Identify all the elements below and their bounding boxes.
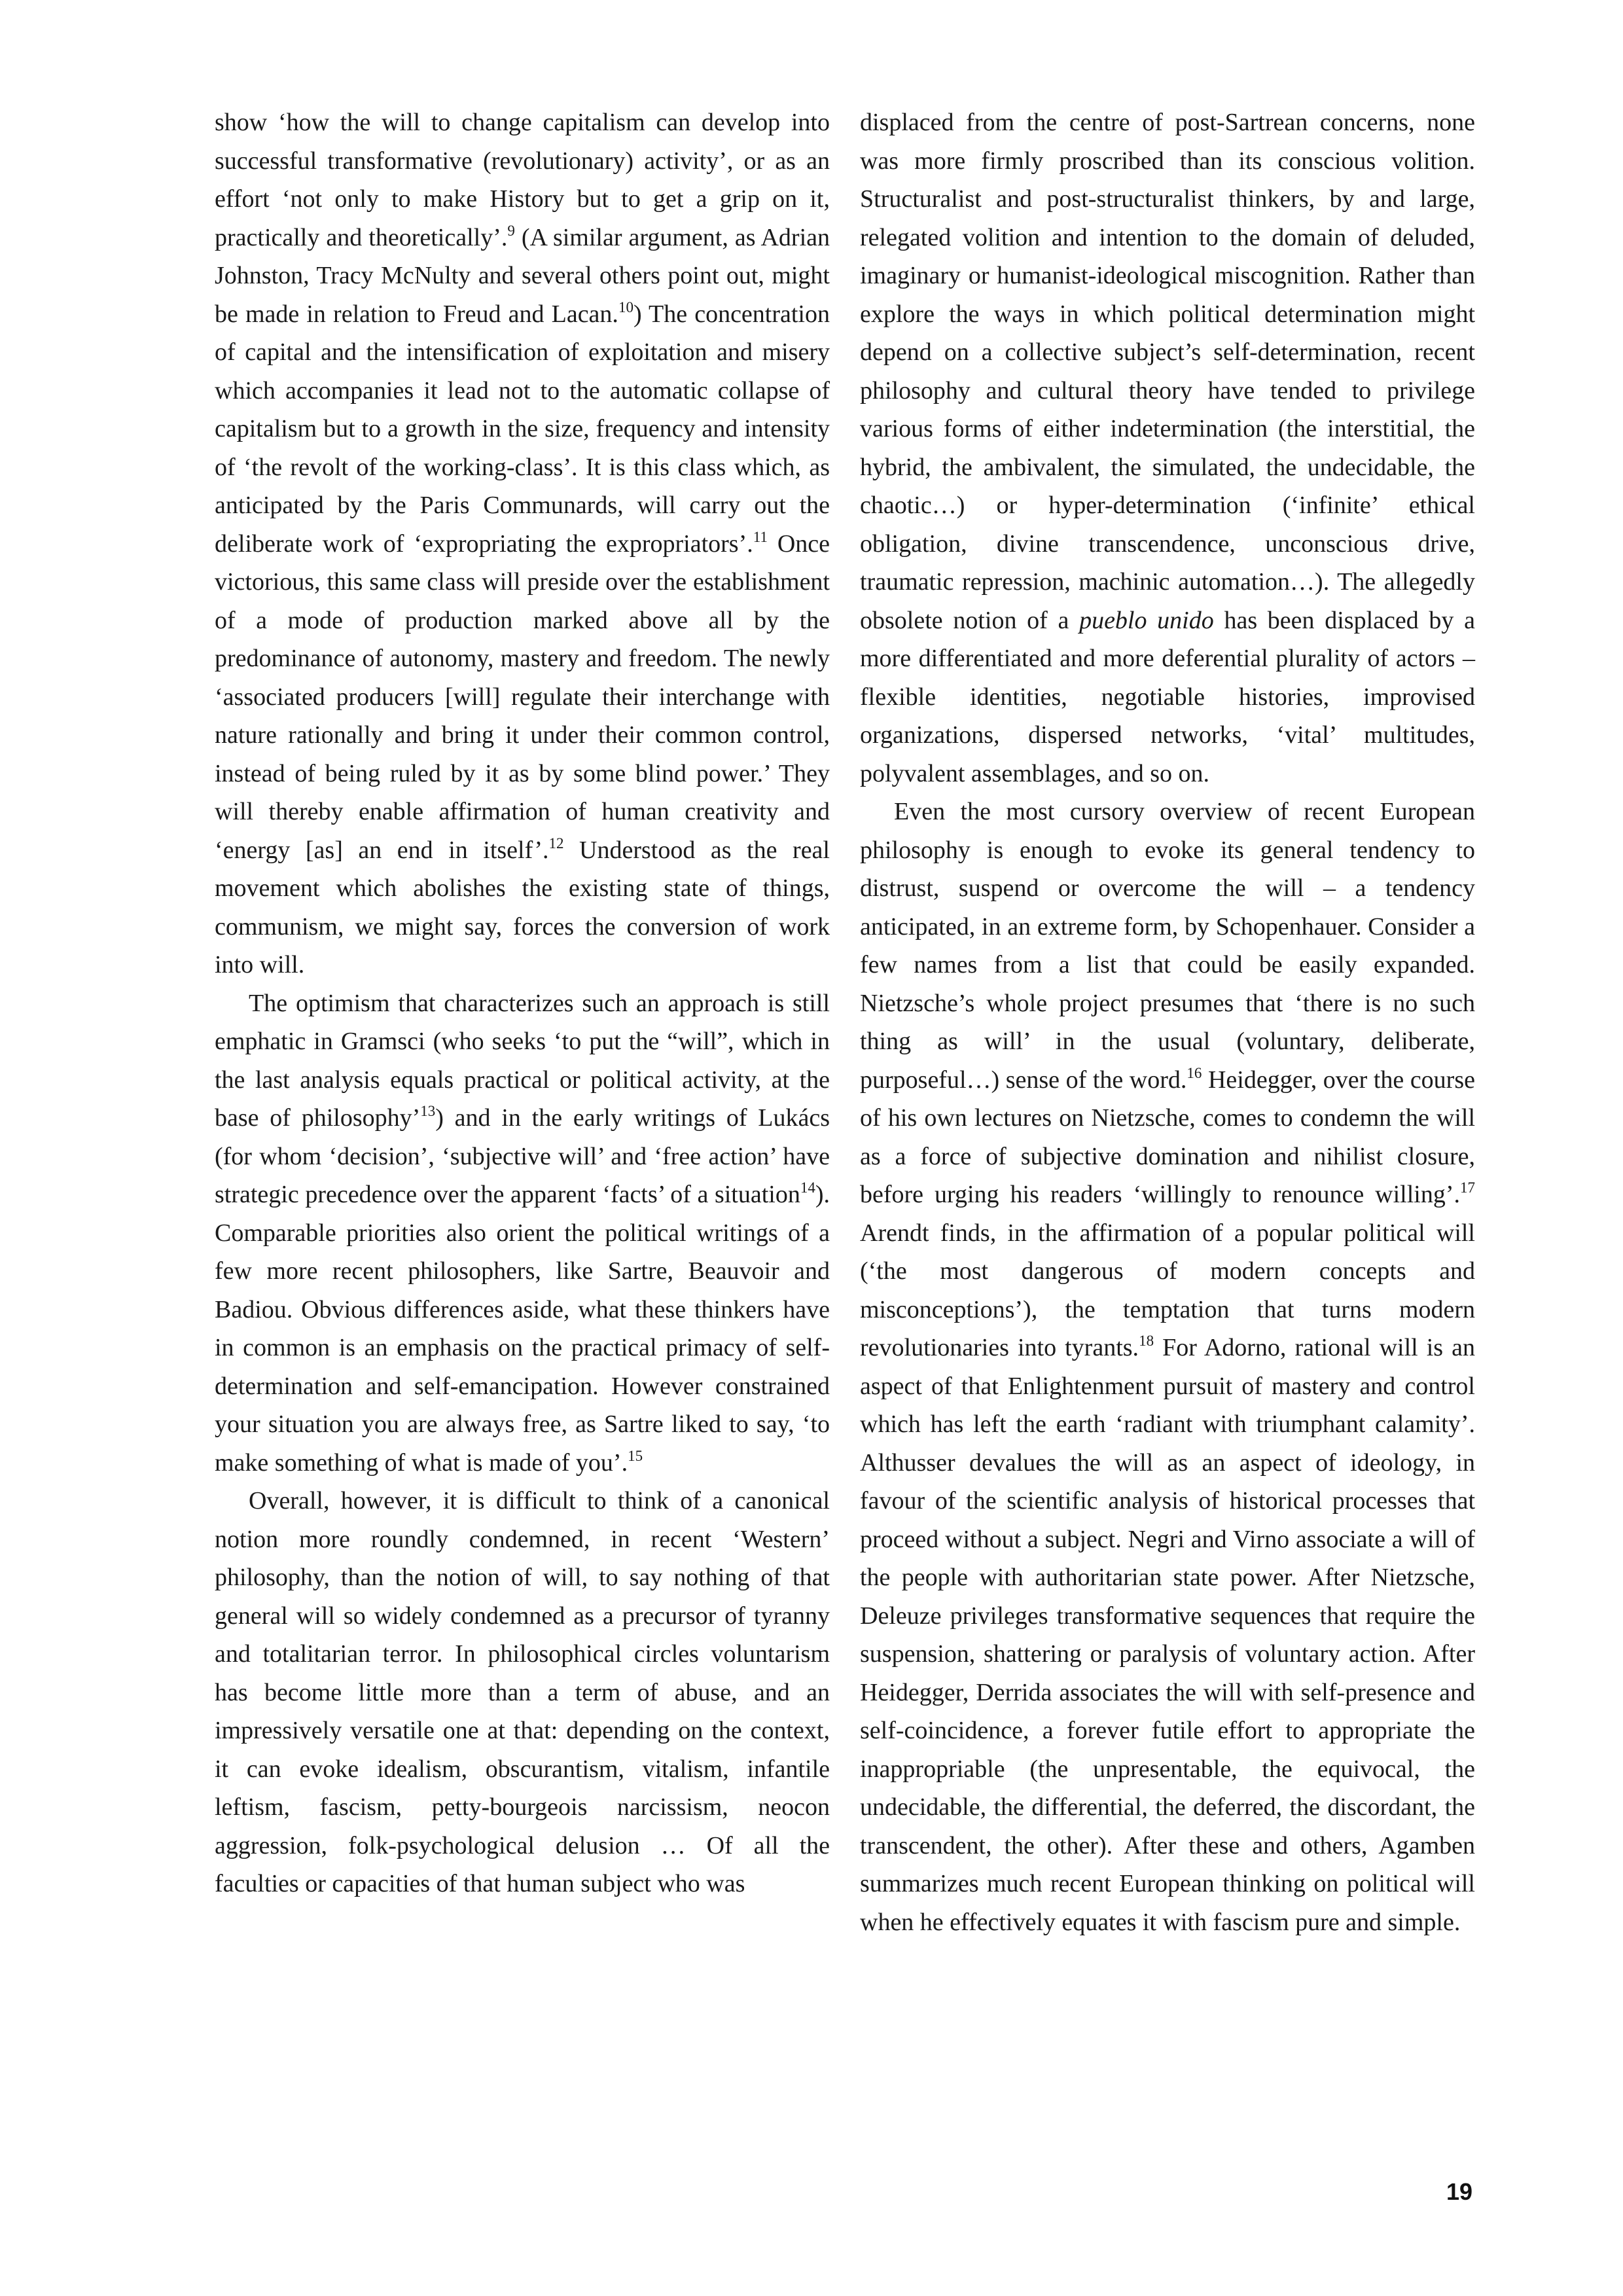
text-run: (A similar argument, as Adrian Johnston, Tracy McNulty and several others point out, might be made in relation to Freud and Lacan. bbox=[215, 223, 830, 328]
paragraph-left-2 bbox=[215, 984, 830, 1482]
text-run: ) and in the early writings of Lukács (for whom ‘decision’, ‘subjective will’ and ‘free action’ have strategic precedence over the apparent ‘facts’ of a situation bbox=[215, 1104, 830, 1208]
text-run: The optimism that characterizes such an approach is still emphatic in Gramsci (who seeks ‘to put the “will”, which in the last analysis equals practical or political activity, at the base of philosophy’ bbox=[215, 989, 830, 1132]
text-run: Even the most cursory overview of recent European philosophy is enough to evoke its general tendency to distrust, suspend or overcome the will – a tendency anticipated, in an extreme form, by Schopenhauer. Consider a few names from a list that could be easily expanded. Nietzsche’s whole project presumes that ‘there is no such thing as will’ in the usual (voluntary, deliberate, purposeful…) sense of the word. bbox=[860, 798, 1475, 1094]
text-run: show ‘how the will to change capitalism can develop into successful transformative (revolutionary) activity’, or as an effort ‘not only to make History but to get a grip on it, practically and theoretically’. bbox=[215, 109, 830, 251]
paragraph-left-1 bbox=[215, 103, 830, 984]
footnote-ref-13[interactable]: 13 bbox=[420, 1103, 436, 1119]
paragraph-right-2 bbox=[860, 793, 1475, 1941]
text-run: Heidegger, over the course of his own lectures on Nietzsche, comes to condemn the will as a force of subjective domination and nihilist closure, before urging his readers ‘willingly to renounce willing’. bbox=[860, 1066, 1475, 1208]
paragraph-left-3: Overall, however, it is difficult to think of a canonical notion more roundly condemned, in recent ‘Western’ philosophy, than the notion of will, to say nothing of that general will so widely condemned as a precursor of tyranny and totalitarian terror. In philosophical circles voluntarism has become little more than a term of abuse, and an impressively versatile one at that: depending on the context, it can evoke idealism, obscurantism, vitalism, infantile leftism, fascism, petty-bourgeois narcissism, neocon aggression, folk-psychological delusion … Of all the faculties or capacities of that human subject who was bbox=[215, 1487, 830, 1897]
footnote-ref-17[interactable]: 17 bbox=[1460, 1179, 1475, 1196]
footnote-ref-14[interactable]: 14 bbox=[800, 1179, 815, 1196]
footnote-ref-15[interactable]: 15 bbox=[628, 1447, 643, 1464]
page-number: 19 bbox=[1446, 2178, 1472, 2205]
text-run: has been displaced by a more differentiated and more deferential plurality of actors – flexible identities, negotiable histories, improvised organizations, dispersed networks, ‘vital’ multitudes, polyvalent assemblages, and so on. bbox=[860, 606, 1475, 787]
right-column bbox=[860, 103, 1475, 1941]
footnote-ref-16[interactable]: 16 bbox=[1186, 1064, 1202, 1081]
footnote-ref-12[interactable]: 12 bbox=[548, 834, 564, 852]
left-column bbox=[215, 103, 830, 1903]
text-run: displaced from the centre of post-Sartrean concerns, none was more firmly proscribed than its conscious volition. Structuralist and post-structuralist thinkers, by and large, relegated volition and intention to the domain of deluded, imaginary or humanist-ideological miscognition. Rather than explore the ways in which political determination might depend on a collective subject’s self-determination, recent philosophy and cultural theory have tended to privilege various forms of either indetermination (the interstitial, the hybrid, the ambivalent, the simulated, the undecidable, the chaotic…) or hyper-determination (‘infinite’ ethical obligation, divine transcendence, unconscious drive, traumatic repression, machinic automation…). The allegedly obsolete notion of a bbox=[860, 109, 1475, 634]
footnote-ref-10[interactable]: 10 bbox=[618, 298, 633, 315]
italic-phrase: pueblo unido bbox=[1079, 606, 1214, 634]
text-run: Arendt finds, in the affirmation of a popular political will (‘the most dangerous of modern concepts and misconceptions’), the temptation that turns modern revolutionaries into tyrants. bbox=[860, 1219, 1475, 1361]
footnote-ref-11[interactable]: 11 bbox=[753, 528, 768, 545]
paragraph-right-1 bbox=[860, 103, 1475, 793]
text-run: Once victorious, this same class will preside over the establishment of a mode of production marked above all by the predominance of autonomy, mastery and freedom. The newly ‘associated producers [will] regulate their interchange with nature rationally and bring it under their common control, instead of being ruled by it as by some blind power.’ They will thereby enable affirmation of human creativity and ‘energy [as] an end in itself’. bbox=[215, 529, 830, 864]
text-run: ). Comparable priorities also orient the political writings of a few more recent philosophers, like Sartre, Beauvoir and Badiou. Obvious differences aside, what these thinkers have in common is an emphasis on the practical primacy of self-determination and self-emancipation. However constrained your situation you are always free, as Sartre liked to say, ‘to make something of what is made of you’. bbox=[215, 1181, 830, 1477]
text-run: For Adorno, rational will is an aspect of that Enlightenment pursuit of mastery and control which has left the earth ‘radiant with triumphant calamity’. Althusser devalues the will as an aspect of ideology, in favour of the scientific analysis of historical processes that proceed without a subject. Negri and Virno associate a will of the people with authoritarian state power. After Nietzsche, Deleuze privileges transformative sequences that require the suspension, shattering or paralysis of voluntary action. After Heidegger, Derrida associates the will with self-presence and self-coincidence, a forever futile effort to appropriate the inappropriable (the unpresentable, the equivocal, the undecidable, the differential, the deferred, the discordant, the transcendent, the other). After these and others, Agamben summarizes much recent European thinking on political will when he effectively equates it with fascism pure and simple. bbox=[860, 1334, 1475, 1936]
text-run: Understood as the real movement which abolishes the existing state of things, communism, we might say, forces the conversion of work into will. bbox=[215, 836, 830, 978]
footnote-ref-18[interactable]: 18 bbox=[1139, 1333, 1154, 1349]
text-run: ) The concentration of capital and the intensification of exploitation and misery which accompanies it lead not to the automatic collapse of capitalism but to a growth in the size, frequency and intensity of ‘the revolt of the working-class’. It is this class which, as anticipated by the Paris Communards, will carry out the deliberate work of ‘expropriating the expropriators’. bbox=[215, 300, 830, 558]
footnote-ref-9[interactable]: 9 bbox=[507, 222, 515, 239]
